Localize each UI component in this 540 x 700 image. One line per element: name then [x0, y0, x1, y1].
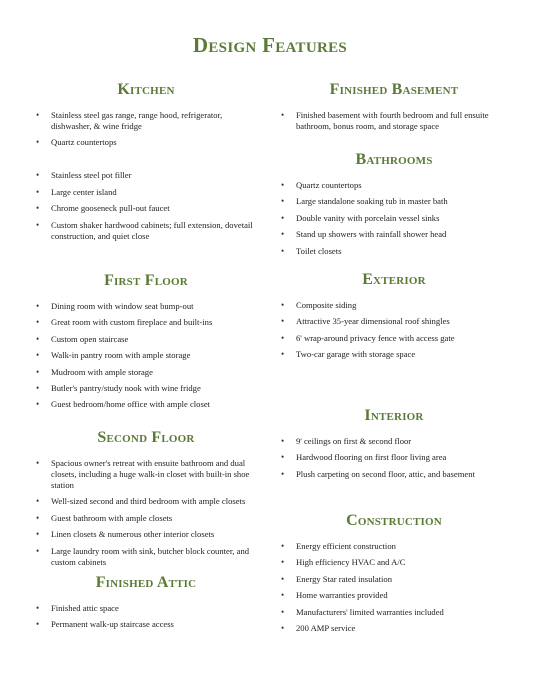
list-item: • Two-car garage with storage space: [275, 349, 513, 360]
feature-list: [30, 110, 262, 242]
interior-section: [275, 406, 513, 485]
section-heading: Kitchen: [117, 81, 175, 98]
list-item: • Well-sized second and third bedroom with ample closets: [30, 496, 262, 507]
list-item: • Chrome gooseneck pull-out faucet: [30, 203, 262, 214]
finished-basement-section: [275, 80, 513, 137]
list-item: • Quartz countertops: [30, 137, 262, 148]
section-heading: First Floor: [104, 272, 188, 289]
list-item: • Composite siding: [275, 300, 513, 311]
second-floor-section: [30, 428, 262, 573]
list-item: • Energy efficient construction: [275, 541, 513, 552]
feature-list: [275, 541, 513, 634]
list-item: • Hardwood flooring on first floor living area: [275, 452, 513, 463]
list-item: • Plush carpeting on second floor, attic, and basement: [275, 469, 513, 480]
list-item: • Home warranties provided: [275, 590, 513, 601]
feature-list: [275, 300, 513, 360]
list-item: • Stainless steel pot filler: [30, 170, 262, 181]
section-heading: Finished Basement: [329, 81, 459, 98]
kitchen-section: [30, 80, 262, 247]
feature-list: [275, 110, 513, 132]
section-heading: Finished Attic: [95, 574, 197, 591]
list-item: • Large center island: [30, 187, 262, 198]
list-item: • Spacious owner's retreat with ensuite bathroom and dual closets, including a huge walk-in closet with built-in shoe station: [30, 458, 262, 491]
list-item: • Guest bedroom/home office with ample closet: [30, 399, 262, 410]
feature-list: [275, 436, 513, 480]
list-item: • Mudroom with ample storage: [30, 367, 262, 378]
section-heading: Bathrooms: [355, 151, 433, 168]
list-item: • Large laundry room with sink, butcher block counter, and custom cabinets: [30, 546, 262, 568]
list-item: • Attractive 35-year dimensional roof shingles: [275, 316, 513, 327]
list-item: • Custom shaker hardwood cabinets; full extension, dovetail construction, and quiet close: [30, 220, 262, 242]
feature-list: [30, 301, 262, 410]
list-item: • Dining room with window seat bump-out: [30, 301, 262, 312]
first-floor-section: [30, 271, 262, 416]
list-item: • 200 AMP service: [275, 623, 513, 634]
list-item: • Double vanity with porcelain vessel sinks: [275, 213, 513, 224]
list-item: • 9' ceilings on first & second floor: [275, 436, 513, 447]
bathrooms-section: [275, 150, 513, 262]
list-item: • Linen closets & numerous other interior closets: [30, 529, 262, 540]
list-item: • Quartz countertops: [275, 180, 513, 191]
list-item: • Guest bathroom with ample closets: [30, 513, 262, 524]
list-item: • Custom open staircase: [30, 334, 262, 345]
feature-list: [30, 603, 262, 630]
list-item: • Toilet closets: [275, 246, 513, 257]
list-item: • Walk-in pantry room with ample storage: [30, 350, 262, 361]
list-item: • Butler's pantry/study nook with wine fridge: [30, 383, 262, 394]
list-item: • Large standalone soaking tub in master bath: [275, 196, 513, 207]
list-item: • Stainless steel gas range, range hood, refrigerator, dishwasher, & wine fridge: [30, 110, 262, 132]
list-item: • Energy Star rated insulation: [275, 574, 513, 585]
construction-section: [275, 511, 513, 639]
section-heading: Construction: [346, 512, 442, 529]
list-item: • Manufacturers' limited warranties included: [275, 607, 513, 618]
exterior-section: [275, 270, 513, 366]
finished-attic-section: [30, 573, 262, 636]
list-item: • Great room with custom fireplace and built-ins: [30, 317, 262, 328]
list-item: • 6' wrap-around privacy fence with access gate: [275, 333, 513, 344]
list-item: • Finished attic space: [30, 603, 262, 614]
feature-list: [30, 458, 262, 568]
list-item: • Finished basement with fourth bedroom and full ensuite bathroom, bonus room, and storage space: [275, 110, 513, 132]
list-item: • Stand up showers with rainfall shower head: [275, 229, 513, 240]
section-heading: Interior: [364, 407, 424, 424]
list-item: • Permanent walk-up staircase access: [30, 619, 262, 630]
list-item: • High efficiency HVAC and A/C: [275, 557, 513, 568]
feature-list: [275, 180, 513, 257]
page-title: Design Features: [192, 33, 348, 57]
section-heading: Second Floor: [97, 429, 195, 446]
section-heading: Exterior: [362, 271, 426, 288]
